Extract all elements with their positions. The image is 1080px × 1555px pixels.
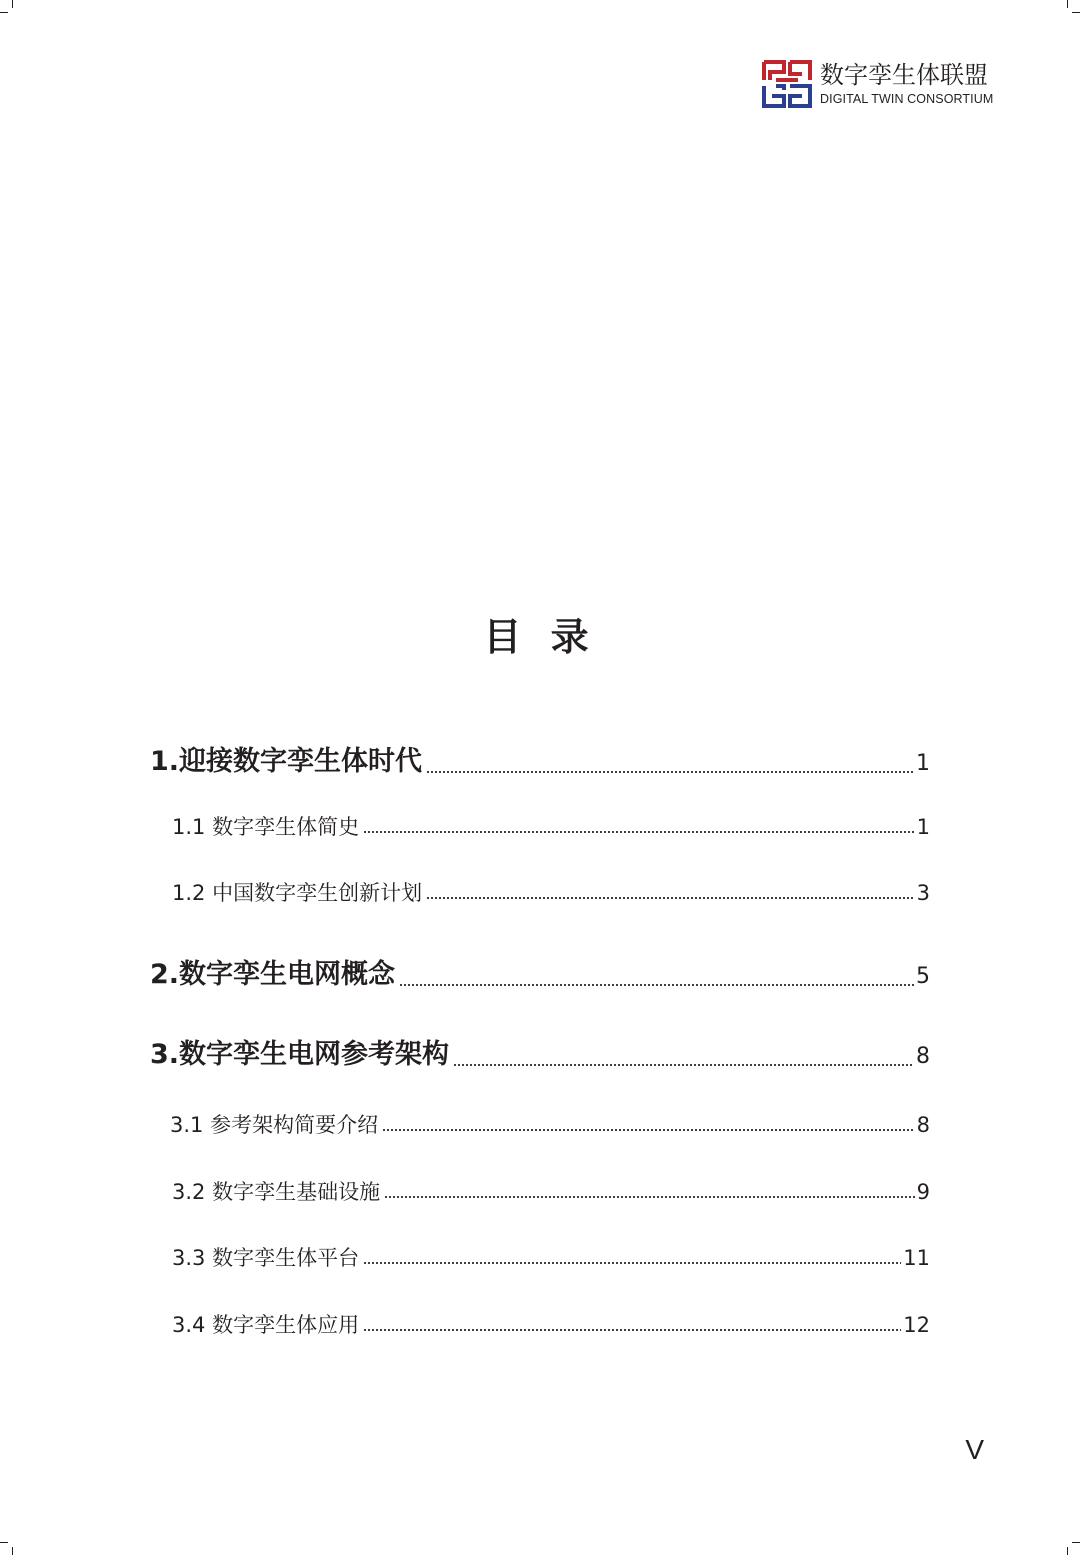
crop-mark — [12, 0, 13, 8]
toc-entry[interactable] — [172, 813, 930, 841]
toc-entry[interactable] — [150, 745, 930, 781]
crop-mark — [12, 1547, 13, 1555]
crop-mark — [1072, 1542, 1080, 1543]
toc-entry-page: 3 — [916, 881, 930, 905]
toc-entry[interactable] — [172, 1244, 930, 1272]
toc-entry-page: 12 — [903, 1313, 930, 1337]
toc-entry-page: 8 — [916, 1113, 930, 1137]
toc-title: 目 录 — [483, 615, 597, 659]
dot-leader — [384, 1195, 915, 1199]
dot-leader — [399, 983, 914, 987]
toc-entry-label: 2.数字孪生电网概念 — [150, 959, 396, 990]
toc-entry-label: 3.3 数字孪生体平台 — [172, 1246, 360, 1270]
consortium-logo — [762, 58, 993, 110]
dot-leader — [363, 1261, 901, 1265]
dot-leader — [363, 830, 915, 834]
toc-entry[interactable] — [172, 1178, 930, 1206]
toc-entry-label: 3.1 参考架构简要介绍 — [170, 1113, 379, 1137]
crop-mark — [1067, 0, 1068, 8]
crop-mark — [1067, 1547, 1068, 1555]
crop-mark — [0, 12, 8, 13]
toc-entry-page: 8 — [916, 1044, 930, 1069]
consortium-logo-icon — [762, 58, 812, 110]
logo-name-en: DIGITAL TWIN CONSORTIUM — [820, 92, 994, 106]
logo-name-cn: 数字孪生体联盟 — [820, 61, 988, 89]
dot-leader — [363, 1328, 901, 1332]
dot-leader — [453, 1063, 914, 1067]
toc-entry[interactable] — [172, 1311, 930, 1339]
dot-leader — [426, 770, 914, 774]
dot-leader — [426, 896, 915, 900]
toc-entry-label: 1.1 数字孪生体简史 — [172, 815, 360, 839]
toc-entry-label: 3.数字孪生电网参考架构 — [150, 1039, 450, 1070]
toc-entry[interactable] — [150, 1038, 930, 1074]
toc-entry[interactable] — [170, 1111, 930, 1139]
toc-entry-page: 11 — [903, 1246, 930, 1270]
toc-entry-page: 1 — [916, 815, 930, 839]
toc-entry-label: 3.4 数字孪生体应用 — [172, 1313, 360, 1337]
dot-leader — [382, 1128, 915, 1132]
crop-mark — [0, 1542, 8, 1543]
toc-entry-page: 1 — [916, 751, 930, 776]
toc-entry-label: 3.2 数字孪生基础设施 — [172, 1180, 381, 1204]
toc-entry-page: 9 — [916, 1180, 930, 1204]
page-number: V — [965, 1434, 984, 1465]
toc-entry-page: 5 — [916, 964, 930, 989]
toc-entry[interactable] — [150, 958, 930, 994]
toc-entry-label: 1.2 中国数字孪生创新计划 — [172, 881, 423, 905]
toc-entry-label: 1.迎接数字孪生体时代 — [150, 746, 423, 777]
toc-entry[interactable] — [172, 879, 930, 907]
crop-mark — [1072, 12, 1080, 13]
